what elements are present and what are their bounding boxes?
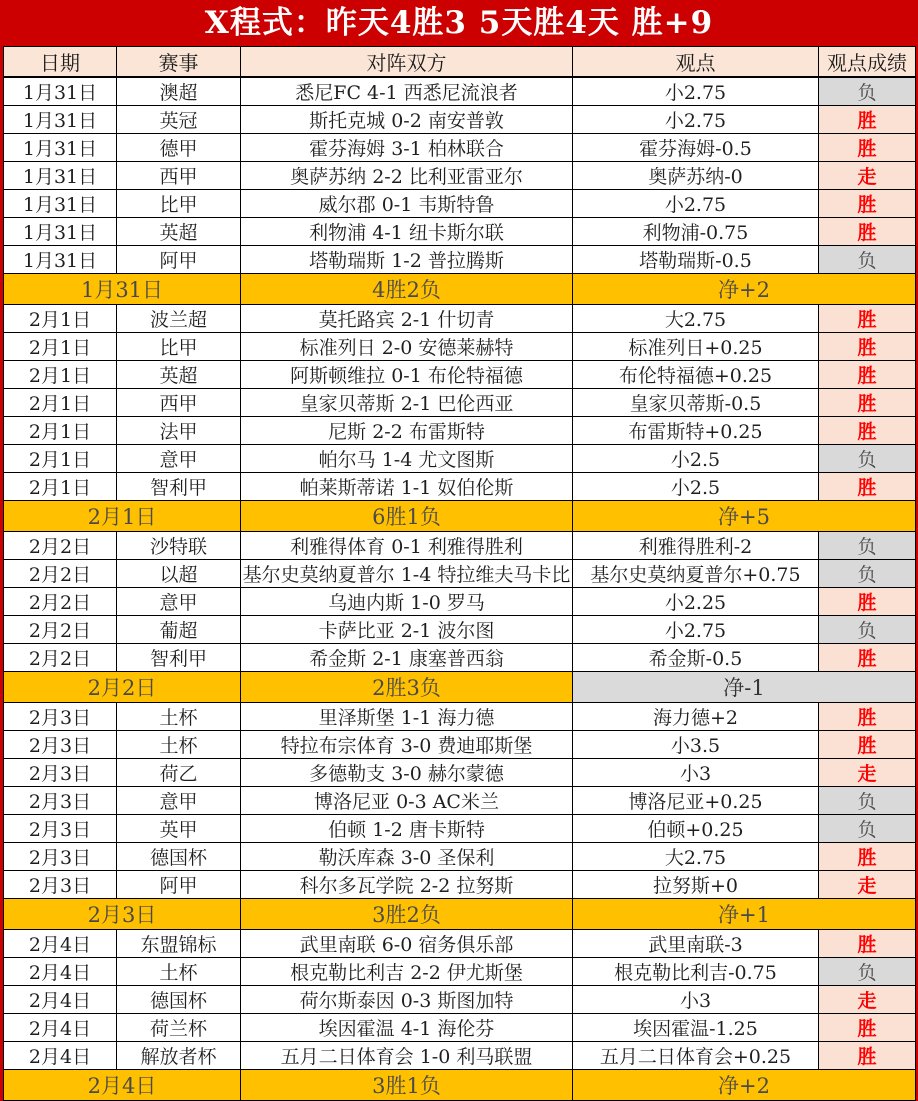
match-row (4, 218, 916, 246)
pick-cell: 小2.25 (573, 588, 819, 616)
date-cell: 2月4日 (4, 930, 117, 958)
pick-cell: 利物浦-0.75 (573, 218, 819, 246)
league-cell: 英冠 (117, 106, 241, 134)
match-row (4, 417, 916, 445)
match-cell: 乌迪内斯 1-0 罗马 (241, 588, 573, 616)
pick-cell: 小2.5 (573, 445, 819, 473)
result-cell: 胜 (819, 843, 916, 871)
date-cell: 2月3日 (4, 843, 117, 871)
summary-date-cell: 2月4日 (4, 1070, 241, 1101)
pick-cell: 大2.75 (573, 843, 819, 871)
league-cell: 比甲 (117, 333, 241, 361)
league-cell: 智利甲 (117, 473, 241, 501)
column-header-date: 日期 (4, 47, 117, 78)
date-cell: 1月31日 (4, 190, 117, 218)
pick-cell: 小2.75 (573, 77, 819, 106)
pick-cell: 皇家贝蒂斯-0.5 (573, 389, 819, 417)
pick-cell: 布雷斯特+0.25 (573, 417, 819, 445)
header-row (4, 47, 916, 78)
match-row (4, 986, 916, 1014)
match-cell: 阿斯顿维拉 0-1 布伦特福德 (241, 361, 573, 389)
match-cell: 科尔多瓦学院 2-2 拉努斯 (241, 871, 573, 899)
result-cell: 负 (819, 246, 916, 274)
date-cell: 2月1日 (4, 333, 117, 361)
pick-cell: 利雅得胜利-2 (573, 532, 819, 560)
summary-record-cell: 6胜1负 (241, 501, 573, 532)
pick-cell: 小3.5 (573, 731, 819, 759)
date-cell: 2月3日 (4, 787, 117, 815)
date-cell: 2月4日 (4, 1042, 117, 1070)
day-summary-row (4, 899, 916, 930)
match-row (4, 871, 916, 899)
pick-cell: 小3 (573, 986, 819, 1014)
pick-cell: 布伦特福德+0.25 (573, 361, 819, 389)
league-cell: 意甲 (117, 787, 241, 815)
result-cell: 负 (819, 445, 916, 473)
summary-record-cell: 4胜2负 (241, 274, 573, 305)
date-cell: 2月4日 (4, 1014, 117, 1042)
result-cell: 胜 (819, 106, 916, 134)
match-cell: 利雅得体育 0-1 利雅得胜利 (241, 532, 573, 560)
date-cell: 2月2日 (4, 616, 117, 644)
match-row (4, 445, 916, 473)
result-cell: 胜 (819, 361, 916, 389)
pick-cell: 奥萨苏纳-0 (573, 162, 819, 190)
match-cell: 尼斯 2-2 布雷斯特 (241, 417, 573, 445)
league-cell: 荷乙 (117, 759, 241, 787)
league-cell: 解放者杯 (117, 1042, 241, 1070)
date-cell: 1月31日 (4, 218, 117, 246)
summary-net-cell: 净+1 (573, 899, 916, 930)
match-cell: 帕尔马 1-4 尤文图斯 (241, 445, 573, 473)
date-cell: 2月3日 (4, 871, 117, 899)
match-cell: 武里南联 6-0 宿务俱乐部 (241, 930, 573, 958)
day-summary-row (4, 274, 916, 305)
summary-net-cell: 净+2 (573, 1070, 916, 1101)
result-cell: 胜 (819, 218, 916, 246)
match-cell: 荷尔斯泰因 0-3 斯图加特 (241, 986, 573, 1014)
match-cell: 根克勒比利吉 2-2 伊尤斯堡 (241, 958, 573, 986)
date-cell: 1月31日 (4, 162, 117, 190)
match-row (4, 930, 916, 958)
date-cell: 2月4日 (4, 986, 117, 1014)
league-cell: 以超 (117, 560, 241, 588)
league-cell: 德甲 (117, 134, 241, 162)
match-cell: 利物浦 4-1 纽卡斯尔联 (241, 218, 573, 246)
match-row (4, 190, 916, 218)
day-summary-row (4, 1070, 916, 1101)
match-cell: 悉尼FC 4-1 西悉尼流浪者 (241, 77, 573, 106)
result-cell: 负 (819, 815, 916, 843)
league-cell: 英超 (117, 361, 241, 389)
result-cell: 胜 (819, 190, 916, 218)
league-cell: 荷兰杯 (117, 1014, 241, 1042)
date-cell: 2月1日 (4, 417, 117, 445)
result-cell: 胜 (819, 473, 916, 501)
match-cell: 霍芬海姆 3-1 柏林联合 (241, 134, 573, 162)
result-cell: 负 (819, 787, 916, 815)
match-cell: 里泽斯堡 1-1 海力德 (241, 703, 573, 731)
league-cell: 葡超 (117, 616, 241, 644)
date-cell: 2月1日 (4, 305, 117, 333)
match-row (4, 731, 916, 759)
match-cell: 多德勒支 3-0 赫尔蒙德 (241, 759, 573, 787)
column-header-pick: 观点 (573, 47, 819, 78)
match-cell: 帕莱斯蒂诺 1-1 奴伯伦斯 (241, 473, 573, 501)
league-cell: 德国杯 (117, 843, 241, 871)
summary-net-cell: 净+5 (573, 501, 916, 532)
league-cell: 土杯 (117, 731, 241, 759)
column-header-match: 对阵双方 (241, 47, 573, 78)
match-cell: 勒沃库森 3-0 圣保利 (241, 843, 573, 871)
pick-cell: 基尔史莫纳夏普尔+0.75 (573, 560, 819, 588)
day-summary-row (4, 501, 916, 532)
match-row (4, 843, 916, 871)
pick-cell: 拉努斯+0 (573, 871, 819, 899)
league-cell: 土杯 (117, 958, 241, 986)
result-cell: 胜 (819, 305, 916, 333)
result-cell: 胜 (819, 134, 916, 162)
date-cell: 2月1日 (4, 473, 117, 501)
league-cell: 法甲 (117, 417, 241, 445)
match-cell: 斯托克城 0-2 南安普敦 (241, 106, 573, 134)
match-row (4, 134, 916, 162)
result-cell: 胜 (819, 731, 916, 759)
date-cell: 2月1日 (4, 445, 117, 473)
pick-cell: 小2.75 (573, 616, 819, 644)
match-cell: 威尔郡 0-1 韦斯特鲁 (241, 190, 573, 218)
match-cell: 标准列日 2-0 安德莱赫特 (241, 333, 573, 361)
match-row (4, 473, 916, 501)
date-cell: 2月1日 (4, 361, 117, 389)
results-table (3, 46, 916, 1101)
pick-cell: 小2.5 (573, 473, 819, 501)
match-row (4, 532, 916, 560)
match-row (4, 106, 916, 134)
match-cell: 塔勒瑞斯 1-2 普拉腾斯 (241, 246, 573, 274)
pick-cell: 希金斯-0.5 (573, 644, 819, 672)
pick-cell: 五月二日体育会+0.25 (573, 1042, 819, 1070)
pick-cell: 标准列日+0.25 (573, 333, 819, 361)
league-cell: 智利甲 (117, 644, 241, 672)
pick-cell: 武里南联-3 (573, 930, 819, 958)
pick-cell: 埃因霍温-1.25 (573, 1014, 819, 1042)
match-row (4, 815, 916, 843)
match-cell: 基尔史莫纳夏普尔 1-4 特拉维夫马卡比 (241, 560, 573, 588)
summary-record-cell: 2胜3负 (241, 672, 573, 703)
pick-cell: 小2.75 (573, 106, 819, 134)
result-cell: 负 (819, 77, 916, 106)
match-row (4, 560, 916, 588)
result-cell: 胜 (819, 333, 916, 361)
column-header-result: 观点成绩 (819, 47, 916, 78)
summary-net-cell: 净-1 (573, 672, 916, 703)
summary-net-cell: 净+2 (573, 274, 916, 305)
result-cell: 胜 (819, 703, 916, 731)
result-cell: 负 (819, 532, 916, 560)
match-row (4, 1042, 916, 1070)
match-row (4, 958, 916, 986)
date-cell: 1月31日 (4, 77, 117, 106)
date-cell: 1月31日 (4, 134, 117, 162)
result-cell: 胜 (819, 417, 916, 445)
match-cell: 五月二日体育会 1-0 利马联盟 (241, 1042, 573, 1070)
match-cell: 希金斯 2-1 康塞普西翁 (241, 644, 573, 672)
league-cell: 意甲 (117, 588, 241, 616)
summary-date-cell: 1月31日 (4, 274, 241, 305)
match-cell: 博洛尼亚 0-3 AC米兰 (241, 787, 573, 815)
league-cell: 土杯 (117, 703, 241, 731)
match-row (4, 787, 916, 815)
league-cell: 阿甲 (117, 246, 241, 274)
result-cell: 胜 (819, 588, 916, 616)
pick-cell: 霍芬海姆-0.5 (573, 134, 819, 162)
date-cell: 2月2日 (4, 532, 117, 560)
match-row (4, 588, 916, 616)
column-header-league: 赛事 (117, 47, 241, 78)
result-cell: 负 (819, 560, 916, 588)
result-cell: 走 (819, 759, 916, 787)
league-cell: 比甲 (117, 190, 241, 218)
league-cell: 英超 (117, 218, 241, 246)
day-summary-row (4, 672, 916, 703)
league-cell: 沙特联 (117, 532, 241, 560)
results-table-container (3, 46, 915, 1098)
date-cell: 2月4日 (4, 958, 117, 986)
match-cell: 卡萨比亚 2-1 波尔图 (241, 616, 573, 644)
match-row (4, 305, 916, 333)
league-cell: 波兰超 (117, 305, 241, 333)
match-cell: 奥萨苏纳 2-2 比利亚雷亚尔 (241, 162, 573, 190)
match-cell: 莫托路宾 2-1 什切青 (241, 305, 573, 333)
match-row (4, 616, 916, 644)
match-row (4, 644, 916, 672)
date-cell: 2月2日 (4, 560, 117, 588)
page-title: X程式：昨天4胜3 5天胜4天 胜+9 (0, 0, 918, 46)
date-cell: 2月2日 (4, 644, 117, 672)
result-cell: 胜 (819, 644, 916, 672)
date-cell: 1月31日 (4, 106, 117, 134)
summary-record-cell: 3胜1负 (241, 1070, 573, 1101)
pick-cell: 小3 (573, 759, 819, 787)
league-cell: 阿甲 (117, 871, 241, 899)
match-row (4, 1014, 916, 1042)
match-row (4, 703, 916, 731)
match-row (4, 361, 916, 389)
result-cell: 胜 (819, 1014, 916, 1042)
result-cell: 走 (819, 871, 916, 899)
result-cell: 走 (819, 162, 916, 190)
pick-cell: 小2.75 (573, 190, 819, 218)
match-cell: 特拉布宗体育 3-0 费迪耶斯堡 (241, 731, 573, 759)
pick-cell: 大2.75 (573, 305, 819, 333)
match-row (4, 77, 916, 106)
pick-cell: 海力德+2 (573, 703, 819, 731)
pick-cell: 塔勒瑞斯-0.5 (573, 246, 819, 274)
pick-cell: 伯顿+0.25 (573, 815, 819, 843)
match-cell: 皇家贝蒂斯 2-1 巴伦西亚 (241, 389, 573, 417)
result-cell: 负 (819, 616, 916, 644)
date-cell: 2月3日 (4, 759, 117, 787)
pick-cell: 根克勒比利吉-0.75 (573, 958, 819, 986)
date-cell: 2月3日 (4, 731, 117, 759)
match-row (4, 246, 916, 274)
summary-date-cell: 2月2日 (4, 672, 241, 703)
result-cell: 负 (819, 958, 916, 986)
league-cell: 西甲 (117, 162, 241, 190)
match-cell: 埃因霍温 4-1 海伦芬 (241, 1014, 573, 1042)
result-cell: 胜 (819, 1042, 916, 1070)
date-cell: 1月31日 (4, 246, 117, 274)
summary-date-cell: 2月1日 (4, 501, 241, 532)
summary-date-cell: 2月3日 (4, 899, 241, 930)
result-cell: 走 (819, 986, 916, 1014)
league-cell: 英甲 (117, 815, 241, 843)
match-cell: 伯顿 1-2 唐卡斯特 (241, 815, 573, 843)
league-cell: 西甲 (117, 389, 241, 417)
date-cell: 2月3日 (4, 815, 117, 843)
summary-record-cell: 3胜2负 (241, 899, 573, 930)
league-cell: 澳超 (117, 77, 241, 106)
result-cell: 胜 (819, 389, 916, 417)
match-row (4, 333, 916, 361)
match-row (4, 162, 916, 190)
match-row (4, 389, 916, 417)
league-cell: 意甲 (117, 445, 241, 473)
match-row (4, 759, 916, 787)
results-table-body (4, 77, 916, 1101)
date-cell: 2月3日 (4, 703, 117, 731)
league-cell: 德国杯 (117, 986, 241, 1014)
date-cell: 2月1日 (4, 389, 117, 417)
date-cell: 2月2日 (4, 588, 117, 616)
league-cell: 东盟锦标 (117, 930, 241, 958)
pick-cell: 博洛尼亚+0.25 (573, 787, 819, 815)
result-cell: 胜 (819, 930, 916, 958)
